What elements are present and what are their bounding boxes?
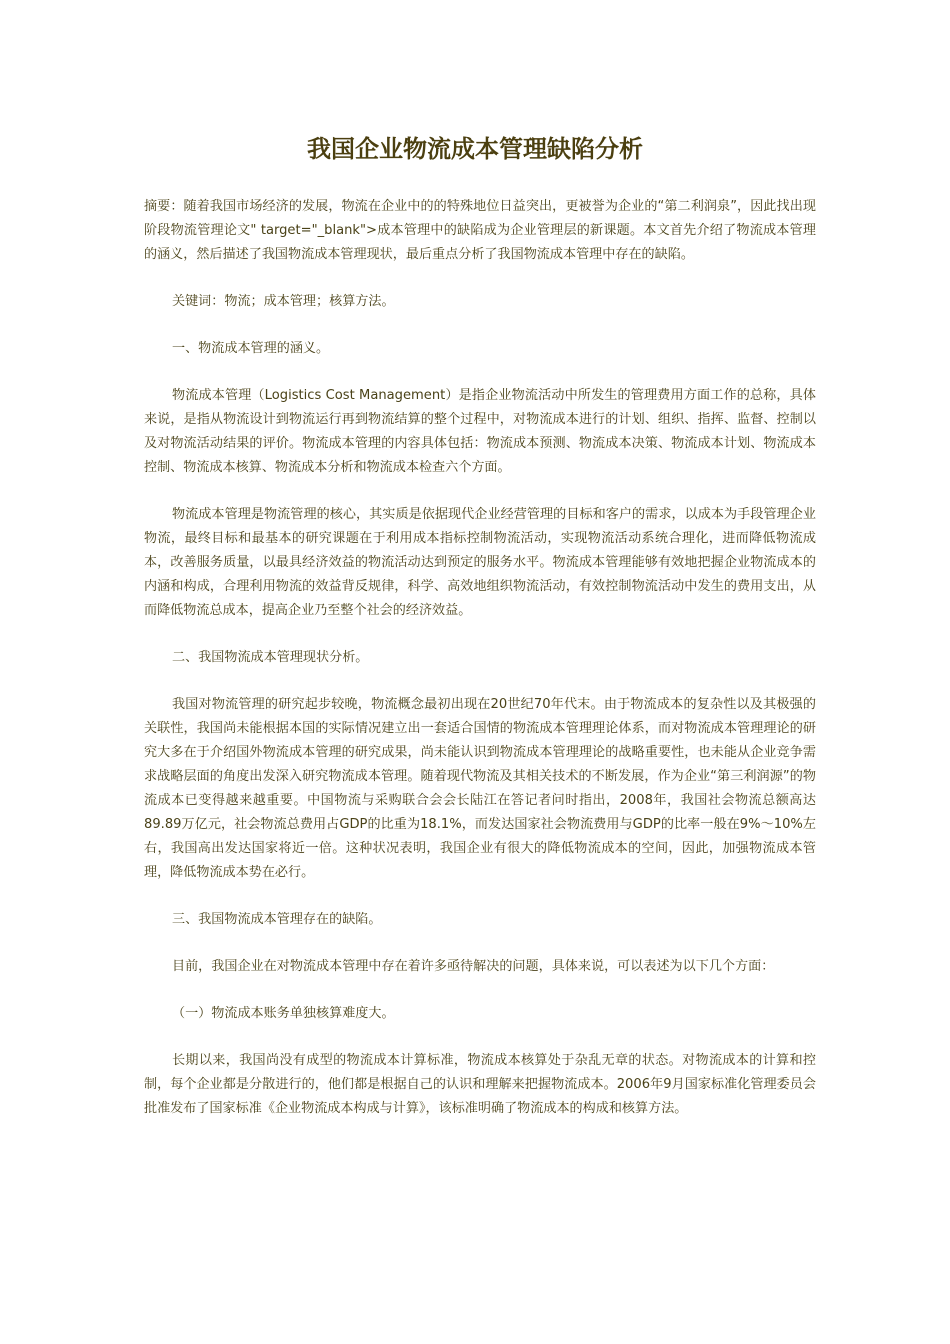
subsection-heading-1: （一）物流成本账务单独核算难度大。 [172, 1006, 395, 1021]
section-heading-1: 一、物流成本管理的涵义。 [172, 341, 330, 356]
document-body [144, 195, 816, 1121]
section-heading-2: 二、我国物流成本管理现状分析。 [172, 650, 369, 665]
body-paragraph: 我国对物流管理的研究起步较晚，物流概念最初出现在20世纪70年代末。由于物流成本的复杂性以及其极强的关联性，我国尚未能根据本国的实际情况建立出一套适合国情的物流成本管理理论体系，而对物流成本管理理论的研究大多在于介绍国外物流成本管理的研究成果，尚未能认识到物流成本管理理论的战略重要性，也未能从企业竞争需求战略层面的角度出发深入研究物流成本管理。随着现代物流及其相关技术的不断发展，作为企业“第三利润源”的物流成本已变得越来越重要。中国物流与采购联合会会长陆江在答记者问时指出，2008年，我国社会物流总额高达89.89万亿元，社会物流总费用占GDP的比重为18.1%，而发达国家社会物流费用与GDP的比率一般在9%～10%左右，我国高出发达国家将近一倍。这种状况表明，我国企业有很大的降低物流成本的空间，因此，加强物流成本管理，降低物流成本势在必行。 [144, 697, 816, 880]
keywords-paragraph: 关键词：物流；成本管理；核算方法。 [172, 294, 395, 309]
body-paragraph: 物流成本管理是物流管理的核心，其实质是依据现代企业经营管理的目标和客户的需求，以成本为手段管理企业物流，最终目标和最基本的研究课题在于利用成本指标控制物流活动，实现物流活动系统合理化，进而降低物流成本，改善服务质量，以最具经济效益的物流活动达到预定的服务水平。物流成本管理能够有效地把握企业物流成本的内涵和构成，合理利用物流的效益背反规律，科学、高效地组织物流活动，有效控制物流活动中发生的费用支出，从而降低物流总成本，提高企业乃至整个社会的经济效益。 [144, 507, 816, 618]
abstract-paragraph: 摘要：随着我国市场经济的发展，物流在企业中的的特殊地位日益突出，更被誉为企业的“第二利润泉”，因此找出现阶段物流管理论文" target="_blank">成本管理中的缺陷成为企业管理层的新课题。本文首先介绍了物流成本管理的涵义，然后描述了我国物流成本管理现状，最后重点分析了我国物流成本管理中存在的缺陷。 [144, 199, 816, 262]
section-heading-3: 三、我国物流成本管理存在的缺陷。 [172, 912, 382, 927]
body-paragraph: 目前，我国企业在对物流成本管理中存在着许多亟待解决的问题，具体来说，可以表述为以下几个方面： [172, 959, 775, 974]
body-paragraph: 长期以来，我国尚没有成型的物流成本计算标准，物流成本核算处于杂乱无章的状态。对物流成本的计算和控制，每个企业都是分散进行的，他们都是根据自己的认识和理解来把握物流成本。2006年9月国家标准化管理委员会批准发布了国家标准《企业物流成本构成与计算》，该标准明确了物流成本的构成和核算方法。 [144, 1053, 816, 1116]
body-paragraph: 物流成本管理（Logistics Cost Management）是指企业物流活动中所发生的管理费用方面工作的总称，具体来说，是指从物流设计到物流运行再到物流结算的整个过程中，对物流成本进行的计划、组织、指挥、监督、控制以及对物流活动结果的评价。物流成本管理的内容具体包括：物流成本预测、物流成本决策、物流成本计划、物流成本控制、物流成本核算、物流成本分析和物流成本检查六个方面。 [144, 388, 816, 475]
document-title: 我国企业物流成本管理缺陷分析 [307, 135, 643, 163]
